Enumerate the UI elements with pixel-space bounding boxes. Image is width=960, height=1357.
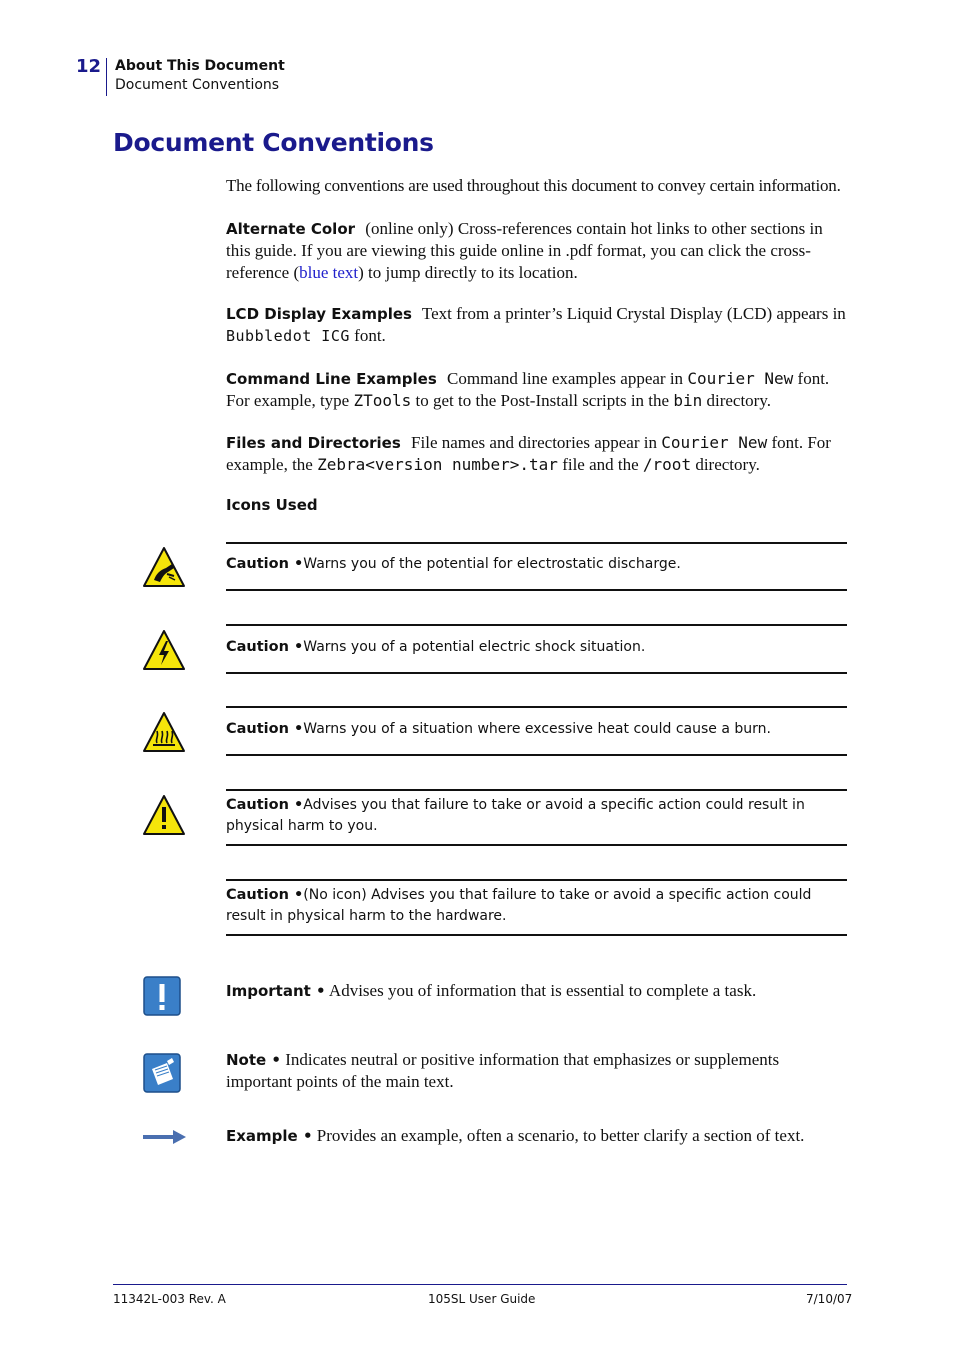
caution-label: Caution • — [226, 721, 304, 737]
footer-date: 7/10/07 — [806, 1292, 853, 1306]
command-line-paragraph — [226, 368, 846, 412]
caution-rule-top — [226, 706, 847, 708]
esd-icon — [142, 546, 186, 593]
cross-reference-link[interactable]: blue text — [299, 263, 359, 282]
page-title: Document Conventions — [113, 128, 434, 157]
caution-rule-bottom — [226, 672, 847, 674]
caution-rule-top — [226, 542, 847, 544]
header-divider — [106, 58, 107, 96]
example-description: Provides an example, often a scenario, to better clarify a section of text. — [316, 1126, 805, 1145]
command-line-code: ZTools — [353, 391, 412, 410]
command-line-text-3: to get to the Post-Install scripts in the — [415, 391, 670, 410]
caution-label: Caution • — [226, 556, 304, 572]
caution-rule-bottom — [226, 589, 847, 591]
files-label: Files and Directories — [226, 434, 401, 452]
important-label: Important • — [226, 982, 326, 1000]
caution-shock-text — [226, 637, 846, 658]
footer-doc-number: 11342L-003 Rev. A — [113, 1292, 226, 1306]
hot-surface-icon — [142, 711, 186, 758]
caution-rule-bottom — [226, 934, 847, 936]
alternate-color-label: Alternate Color — [226, 220, 356, 238]
caution-rule-bottom — [226, 844, 847, 846]
files-file-name: Zebra<version number>.tar — [317, 455, 558, 474]
alternate-color-text-after: ) to jump directly to its location. — [358, 263, 578, 282]
important-description: Advises you of information that is essential to complete a task. — [328, 981, 757, 1000]
header-section-title: About This Document — [115, 58, 285, 74]
command-line-text-4: directory. — [706, 391, 771, 410]
command-line-dir: bin — [673, 391, 703, 410]
caution-rule-top — [226, 624, 847, 626]
files-text-4: directory. — [695, 455, 760, 474]
important-icon — [143, 976, 181, 1021]
note-text — [226, 1049, 846, 1093]
lcd-text-after: font. — [354, 326, 386, 345]
files-text-2: font. For example, the — [226, 433, 831, 474]
alternate-color-text-before: (online only) Cross-references contain hot links to other sections in this guide. If you are viewing this guide online in .pdf format, you can click the cross-reference ( — [226, 219, 823, 282]
warning-exclamation-icon — [142, 794, 186, 841]
intro-paragraph: The following conventions are used throughout this document to convey certain information. — [226, 176, 841, 195]
caution-description: Advises you that failure to take or avoid a specific action could result in physical harm to you. — [226, 797, 805, 834]
caution-rule-bottom — [226, 754, 847, 756]
files-font-sample: Courier New — [661, 433, 768, 452]
caution-description: (No icon) Advises you that failure to take or avoid a specific action could result in physical harm to the hardware. — [226, 887, 812, 924]
caution-description: Warns you of a situation where excessive heat could cause a burn. — [303, 721, 771, 737]
caution-hardware-text — [226, 885, 846, 927]
caution-rule-top — [226, 789, 847, 791]
command-line-font-sample: Courier New — [687, 369, 794, 388]
caution-heat-text — [226, 719, 846, 740]
important-text — [226, 980, 846, 1002]
caution-description: Warns you of a potential electric shock situation. — [303, 639, 646, 655]
files-text-1: File names and directories appear in — [411, 433, 657, 452]
footer-guide-title: 105SL User Guide — [428, 1292, 536, 1306]
caution-rule-top — [226, 879, 847, 881]
lcd-paragraph — [226, 303, 846, 347]
lcd-label: LCD Display Examples — [226, 305, 412, 323]
note-label: Note • — [226, 1051, 282, 1069]
footer-divider — [113, 1284, 847, 1285]
caution-esd-text — [226, 554, 846, 575]
caution-label: Caution • — [226, 887, 304, 903]
note-description: Indicates neutral or positive information that emphasizes or supplements important points of the main text. — [226, 1050, 780, 1091]
command-line-label: Command Line Examples — [226, 370, 437, 388]
files-dir: /root — [642, 455, 692, 474]
files-text-3: file and the — [562, 455, 639, 474]
caution-physical-harm-text — [226, 795, 846, 837]
lcd-font-sample: Bubbledot ICG — [226, 327, 350, 345]
command-line-text-1: Command line examples appear in — [447, 369, 684, 388]
note-icon — [143, 1053, 181, 1098]
files-paragraph — [226, 432, 846, 476]
header-subsection-title: Document Conventions — [115, 77, 280, 93]
example-text — [226, 1125, 846, 1147]
example-arrow-icon — [142, 1129, 188, 1150]
lcd-text-before: Text from a printer’s Liquid Crystal Display (LCD) appears in — [421, 304, 846, 323]
command-line-text-2: font. For example, type — [226, 369, 830, 410]
alternate-color-paragraph — [226, 218, 846, 284]
page-number: 12 — [76, 56, 102, 77]
caution-label: Caution • — [226, 797, 304, 813]
caution-description: Warns you of the potential for electrostatic discharge. — [303, 556, 681, 572]
caution-label: Caution • — [226, 639, 304, 655]
icons-used-heading: Icons Used — [226, 496, 318, 514]
example-label: Example • — [226, 1127, 313, 1145]
electric-shock-icon — [142, 629, 186, 676]
